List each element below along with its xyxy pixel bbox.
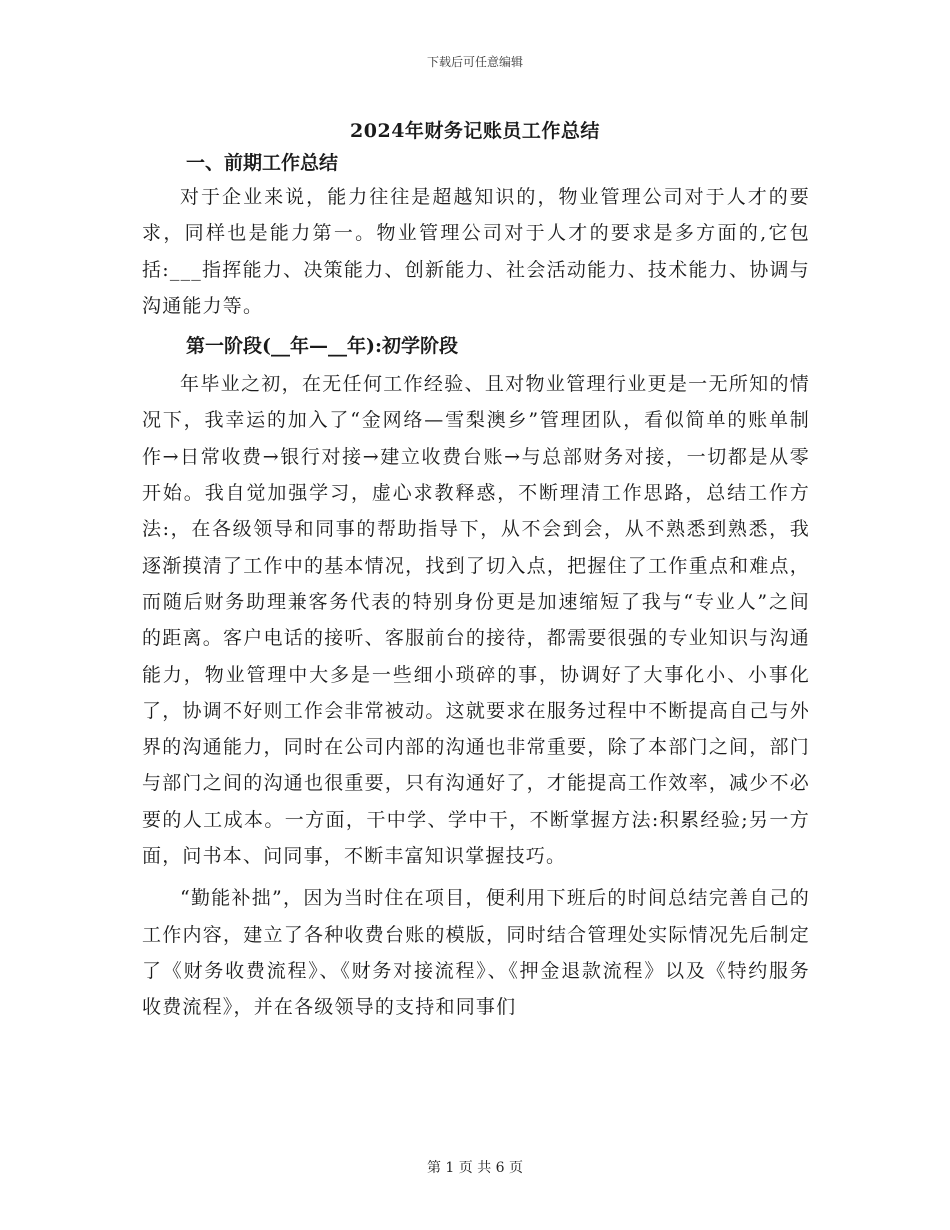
- paragraph-stage-one: 年毕业之初，在无任何工作经验、且对物业管理行业更是一无所知的情况下，我幸运的加入了“金网络—雪梨澳乡”管理团队，看似简单的账单制作→日常收费→银行对接→建立收费台账→与总部财务对接，一切都是从零开始。我自觉加强学习，虚心求教释惑，不断理清工作思路，总结工作方法:，在各级领导和同事的帮助指导下，从不会到会，从不熟悉到熟悉，我逐渐摸清了工作中的基本情况，找到了切入点，把握住了工作重点和难点，而随后财务助理兼客务代表的特别身份更是加速缩短了我与“专业人”之间的距离。客户电话的接听、客服前台的接待，都需要很强的专业知识与沟通能力，物业管理中大多是一些细小琐碎的事，协调好了大事化小、小事化了，协调不好则工作会非常被动。这就要求在服务过程中不断提高自己与外界的沟通能力，同时在公司内部的沟通也非常重要，除了本部门之间，部门与部门之间的沟通也很重要，只有沟通好了，才能提高工作效率，减少不必要的人工成本。一方面，干中学、学中干，不断掌握方法:积累经验;另一方面，问书本、问同事，不断丰富知识掌握技巧。: [142, 373, 810, 868]
- document-body: [142, 147, 810, 1026]
- header-note: 下载后可任意编辑: [426, 55, 523, 69]
- page-footer: 第 1 页 共 6 页: [426, 1160, 524, 1176]
- document-title: 2024年财务记账员工作总结: [350, 120, 600, 142]
- section-heading: 一、前期工作总结: [186, 152, 339, 174]
- paragraph-intro: 对于企业来说，能力往往是超越知识的，物业管理公司对于人才的要求，同样也是能力第一。物业管理公司对于人才的要求是多方面的,它包括:___指挥能力、决策能力、创新能力、社会活动能力、技术能力、协调与沟通能力等。: [142, 186, 810, 317]
- stage-heading: 第一阶段(__年—__年):初学阶段: [186, 335, 458, 358]
- paragraph-diligence: “勤能补拙”，因为当时住在项目，便利用下班后的时间总结完善自己的工作内容，建立了各种收费台账的模版，同时结合管理处实际情况先后制定了《财务收费流程》、《财务对接流程》、《押金退款流程》以及《特约服务收费流程》，并在各级领导的支持和同事们: [142, 887, 810, 1019]
